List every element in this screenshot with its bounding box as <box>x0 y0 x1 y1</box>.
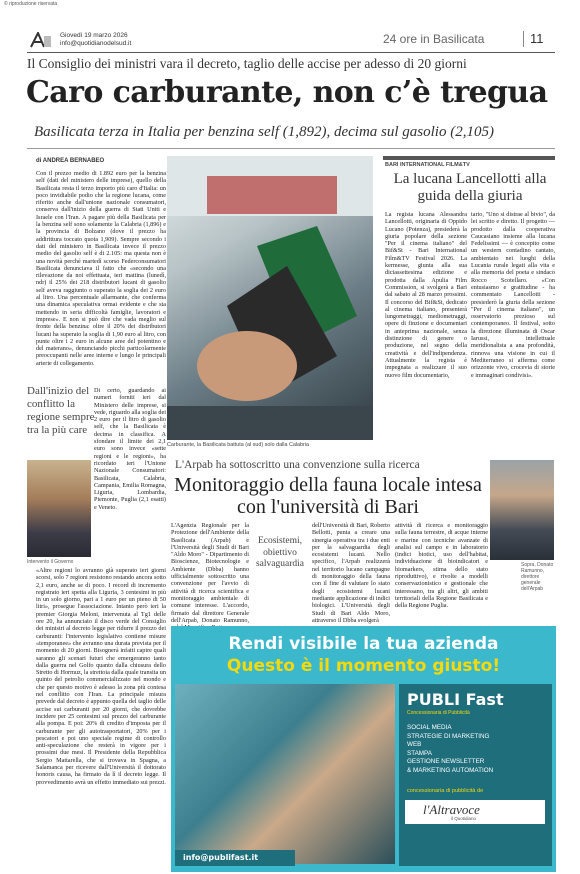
service-item: GESTIONE NEWSLETTER <box>407 758 485 765</box>
section-name: 24 ore in Basilicata <box>383 32 485 46</box>
concessionaria-label: concessionaria di pubblicità de <box>407 788 484 794</box>
ad-side-panel <box>399 684 552 866</box>
ad-email[interactable]: info@publifast.it <box>183 853 259 862</box>
page-number: 11 <box>530 31 544 46</box>
logo <box>30 32 52 48</box>
arpab-text-col1: L'Agenzia Regionale per la Protezione dell'Ambiente della Basilicata (Arpab) e l'Università degli Studi di Bari "Aldo Moro" - Dipartimento di Bioscienze, Biotecnologie e Ambiente (Dbba) hanno ufficialmente sottoscritto una convenzione per l'avvio di attività di ricerca scientifica e monitoraggio ambientale di comune interesse. L'accordo, firmato dal direttore Generale dell'Arpab, Donato Ramunno, <box>171 522 249 624</box>
publifast-ad[interactable] <box>171 626 556 872</box>
ad-headline-1: Rendi visibile la tua azienda <box>228 634 499 654</box>
meloni-caption: Intervento il Governo <box>27 559 74 565</box>
issue-date: Giovedì 19 marzo 2026 <box>60 32 128 39</box>
ad-email-bar[interactable] <box>175 850 295 866</box>
ad-photo <box>175 684 395 864</box>
sidebar-label: BARI INTERNATIONAL FILM&TV <box>385 162 470 168</box>
service-item: & MARKETING AUTOMATION <box>407 766 494 774</box>
article-subtitle: Basilicata terza in Italia per benzina self (1,892), decima sul gasolio (2,105) <box>34 124 494 140</box>
fuel-pump-photo <box>167 156 373 440</box>
ad-headline-2: Questo è il momento giusto! <box>226 656 501 676</box>
main-article-text-continued: «Altre regioni lo avranno già superato ieri giorni scorsi, solo 7 regioni resistono restando ancora sotto 2,1 euro, anche se di poco. I record di incremento registrato ieri spetta alla Liguria, 3 centesimi in più in un solo giorno, pari a 1 euro per un pieno di 50 litri», prosegue l'associazione. Intanto però ieri la premier Giorgia Meloni, intervenuta al Tg1 delle ore 20, ha annunciato il disco verde del Consiglio dei ministri al decreto legge per ridurre il prezzo dei carburanti: l'intervento legislativo contiene misure «temporanee» che avranno una durata prevista per il momento di 20 giorni. Bisognerà infatti capire quali saranno gli scenari futuri che emergeranno tanto dalla guerra nel Golfo quanto dalla chiusura dello Stretto di Hormuz, la strettoia dalla quale transita un quinto del petrolio commercializzato nel mondo e che per questo motivo è adesso la zona più contesa nel conflitto con l'Iran. La principale misura prevede dal decreto è appunto quella del taglio delle accise sui carburanti per 20 giorni, che dovrebbe incidere per 25 centesimi sul prezzo del carburante alla pompa. E poi: 20% di credito d'imposta per il carburante per gli autotrasportatori, 20% per i pescatori e poi uno speciale regime di controllo anti-speculazione che resterà in vigore per i prossimi due mesi. Il Presidente della Repubblica Sergio Mattarella, che si trovava in Spagna, a Salamanca per ricevere dall'Università il dottorato honoris causa, ha firmato da lì il decreto legge. Il provvedimento avrà un effetto immediato sui prezzi. <box>36 567 166 786</box>
ramunno-photo <box>490 460 554 560</box>
arpab-text-col3: attività di ricerca e monitoraggio sulla fauna terrestre, di acque interne e marine con tecniche avanzate di analisi sul campo e in laboratorio (indici biotici, uso dell'habitat, individuazione di bioindicatori e biomarkers, stima dello stato riproduttivo), e rivolte a modelli conservazionistico e gestionale che interessano, tra gli altri, gli ambiti territoriali della Regione Basilicata e della Regione Puglia. <box>395 522 488 610</box>
service-item: SOCIAL MEDIA <box>407 724 452 731</box>
sidebar-text-col2: tario, "Uno si distrae al bivio", da lei scritto e diretto. Il progetto — prodotto dalla cooperativa Caucasiano insieme alla lucana Fedelissimi — è concepito come un western contadino cantato, ambientato nei luoghi della Lucania rurale legati alla vita e alla memoria del poeta e sindaco Rocco Scotellaro. «Con entusiasmo e gratitudine - ha commentato Lancellotti - presiederò la giuria della sezione "Per il cinema italiano", un osservatorio prezioso sul contemporaneo. Il festival, sotto la direzione illuminata di Oscar Iarussi, intellettuale meridionalista a ana profondità, rinnova una visione in cui il Mediterraneo si afferma come orizzonte vivo, crocevia di storie e immaginari condivisi». <box>471 211 555 379</box>
service-item: STAMPA <box>407 749 432 757</box>
altravoce-sub: il Quotidiano <box>451 816 477 821</box>
arpab-title: Monitoraggio della fauna locale intesa con l'università di Bari <box>174 474 482 518</box>
article-title: Caro carburante, non c’è tregua <box>26 75 548 110</box>
arpab-kicker: L'Arpab ha sottoscritto una convenzione sulla ricerca <box>175 459 420 471</box>
publifast-logo: PUBLI Fast <box>407 690 504 709</box>
arpab-text-col2: dell'Università di Bari, Roberto Bellotti, punta a creare una sinergia operativa tra i due enti per la salvaguardia degli ecosistemi lucani. Nello specifico, l'Arpab realizzerà nel territorio lucano campagne di monitoraggio della fauna con il fine di valutare lo stato degli ecosistemi lucani mediante applicazione di indici biologici. L'Università degli Studi di Bari Aldo Moro, attraverso il Dbba svolgerà <box>312 522 390 624</box>
byline: di ANDREA BERNABEO <box>36 158 105 164</box>
sidebar-title: La lucana Lancellotti alla guida della giuria <box>393 171 547 204</box>
publifast-tagline: Concessionaria di Pubblicità <box>407 710 470 716</box>
altravoce-logo: l'Altravoce <box>423 802 480 817</box>
service-item: STRATEGIE DI MARKETING <box>407 732 490 740</box>
copyright-line: © riproduzione riservata <box>4 1 58 7</box>
sidebar-text-col1: La regista lucana Alessandra Lancellotti, originaria di Oppido Lucano (Potenza), presiederà la giuria popolare della sezione "Per il cinema italiano" del Bif&St - Bari International Film&TV Festival 2026. La kermesse, giunta alla sua diciassettesima edizione e prodotta dalla Apulia Film Commission, si svolgerà a Bari dal sabato al 28 marzo prossimi. Il concorso del Bif&St, dedicato al cinema italiano, presenterà lungometraggi, mediometraggi, opere di finzione e documentari in anteprima nazionale, senza distinzione di genere o produzione, nel segno della creatività e dell'indipendenza. Attualmente la regista è impegnata a realizzare il suo nuovo film documentario, <box>385 211 467 379</box>
article-kicker: Il Consiglio dei ministri vara il decreto, taglio delle accise per adesso di 20 giorni <box>27 56 467 71</box>
arpab-pullquote: Ecosistemi, obiettivo salvaguardia <box>255 536 304 569</box>
header-email: info@quotidianodelsud.it <box>60 40 132 47</box>
main-article-text-narrow: Di certo, guardando ai numeri forniti ieri dal Ministero delle imprese, si vede, riguardo alla soglia dei 2 euro per il litro di gasolio self, che la Basilicata è decima in classifica. A sfondare il limite dei 2,1 euro sono invece «sette regioni e le regioni», ha ricordato ieri l'Unione Nazionale Consumatori: Basilicata, Calabria, Campania, Emilia Romagna, Liguria, Lombardia, Piemonte, Puglia (2,1 esatti) e Veneto. <box>94 387 166 511</box>
main-article-text: Con il prezzo medio di 1.892 euro per la benzina self (dati del ministero delle imprese), quello della Basilicata resta il terzo importo più caro d'Italia: un poco invidiabile podio che la regione lucana, come riferito anche dall'unione nazionale consumatori, conserva dall'inizio della guerra di Stati Uniti e Israele con l'Iran. A pagare più della Basilicata per la benzina self sono solamente la Calabria (1,896) e la provincia di Bolzano (dove il prezzo ha addirittura toccato quota 1,909). Sempre secondo i dati del ministero in Basilicata invece il prezzo medio del gasolio self è di 2.105: ma questa non è una novità perché martedì scorso Federconsumatori Basilicata denunciava il fatto che «secondo una rilevazione da noi effettuata, ieri mattina (lunedì, ndr) il 25% dei 218 distributori lucani di gasolio self aveva raggiunto o superato la soglia dei 2 euro al litro. Una percentuale allarmante, che conferma una dinamica speculativa ormai evidente e che sta mettendo in seria difficoltà famiglie, lavoratori e imprese». E non si può dire che vada meglio sul fronte della benzina: oltre il 20% dei distributori lucani ha superato la soglia di 1,90 euro al litro, con punte oltre i 2 euro in alcune aree del potentino e del materano», denunciando picchi particolarmente preoccupanti nelle aree interne e lungo le principali arterie di collegamento. <box>36 170 166 367</box>
ramunno-caption: Sopra, Donato Ramunno, direttore generale dell'Arpab <box>521 562 554 592</box>
pullquote: Dall'inizio del conflitto la regione sempre tra la più care <box>27 385 95 436</box>
fuel-photo-caption: Carburante, la Basilicata battuta (al sud) solo dalla Calabria <box>167 442 310 448</box>
meloni-photo <box>27 460 91 557</box>
service-item: WEB <box>407 741 422 748</box>
